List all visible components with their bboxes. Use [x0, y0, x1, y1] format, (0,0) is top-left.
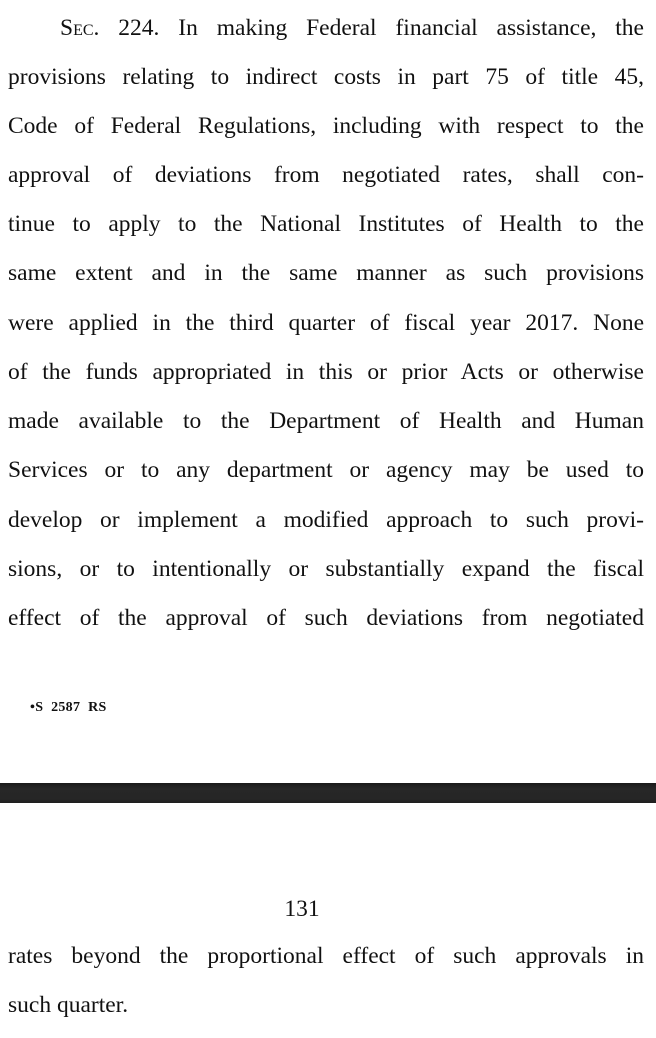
- text-line-1-body: 224. In making Federal financial assistance, the: [99, 15, 644, 41]
- text-line-7: were applied in the third quarter of fiscal year 2017. None: [8, 310, 644, 336]
- text-line-12: sions, or to intentionally or substantially expand the fiscal: [8, 556, 644, 582]
- text-line-14: rates beyond the proportional effect of such approvals in: [8, 943, 644, 969]
- section-label: Sec.: [60, 15, 100, 41]
- text-line-11: develop or implement a modified approach to such provi-: [8, 507, 644, 533]
- text-line-15: such quarter.: [8, 992, 129, 1018]
- text-line-13: effect of the approval of such deviations from negotiated: [8, 605, 644, 631]
- text-line-1: [60, 14, 644, 42]
- bill-identifier: •S 2587 RS: [30, 700, 107, 715]
- page-separator: [0, 783, 656, 803]
- text-line-10: Services or to any department or agency may be used to: [8, 457, 644, 483]
- text-line-8: of the funds appropriated in this or prior Acts or otherwise: [8, 359, 644, 385]
- text-line-4: approval of deviations from negotiated rates, shall con-: [8, 162, 644, 188]
- text-line-6: same extent and in the same manner as such provisions: [8, 260, 644, 286]
- text-line-3: Code of Federal Regulations, including with respect to the: [8, 113, 644, 139]
- text-line-9: made available to the Department of Health and Human: [8, 408, 644, 434]
- page-number: 131: [284, 896, 320, 922]
- text-line-2: provisions relating to indirect costs in part 75 of title 45,: [8, 64, 644, 90]
- text-line-5: tinue to apply to the National Institutes of Health to the: [8, 211, 644, 237]
